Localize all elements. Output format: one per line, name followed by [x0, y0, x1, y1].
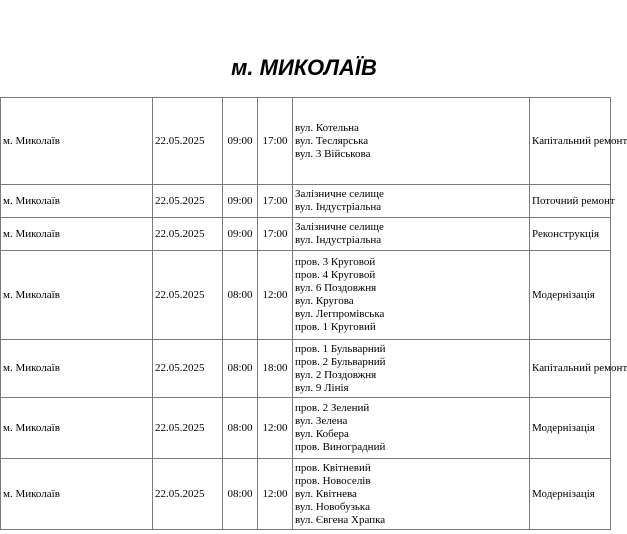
date-cell: 22.05.2025	[153, 218, 223, 251]
street-line: вул. 3 Військова	[295, 147, 371, 160]
table-row	[1, 398, 611, 459]
streets-cell	[293, 185, 530, 218]
date-cell: 22.05.2025	[153, 98, 223, 185]
city-cell: м. Миколаїв	[1, 98, 153, 185]
streets-cell	[293, 98, 530, 185]
table-row	[1, 98, 611, 185]
end-time-cell: 17:00	[258, 218, 293, 251]
end-time-cell: 17:00	[258, 185, 293, 218]
city-cell: м. Миколаїв	[1, 218, 153, 251]
start-time-cell: 09:00	[223, 218, 258, 251]
street-line: пров. 1 Бульварний	[295, 342, 386, 355]
table-row	[1, 459, 611, 530]
street-line: вул. Кобера	[295, 428, 349, 440]
street-line: вул. Котельна	[295, 121, 359, 134]
start-time-cell: 09:00	[223, 98, 258, 185]
street-line: пров. 3 Круговой	[295, 256, 376, 268]
street-line: вул. Легпромівська	[295, 308, 385, 320]
street-line: вул. Зелена	[295, 415, 348, 427]
work-type-cell: Поточний ремонт	[530, 185, 611, 218]
schedule-body	[1, 98, 627, 530]
street-line: Залізничне селище	[295, 188, 384, 200]
date-cell: 22.05.2025	[153, 251, 223, 340]
streets-cell	[293, 398, 530, 459]
start-time-cell: 09:00	[223, 185, 258, 218]
date-cell: 22.05.2025	[153, 340, 223, 398]
work-type-cell: Модернізація	[530, 459, 611, 530]
street-line: вул. 6 Поздовжня	[295, 282, 377, 294]
street-line: пров. 2 Бульварний	[295, 355, 386, 368]
streets-cell	[293, 218, 530, 251]
streets-cell	[293, 340, 530, 398]
street-line: пров. Квітневий	[295, 461, 371, 474]
end-time-cell: 17:00	[258, 98, 293, 185]
table-row	[1, 251, 611, 340]
street-line: пров. 1 Круговий	[295, 321, 376, 333]
street-line: пров. Виноградний	[295, 441, 386, 453]
street-line: вул. Євгена Храпка	[295, 513, 386, 526]
street-line: вул. Теслярська	[295, 134, 369, 147]
street-line: вул. 2 Поздовжня	[295, 368, 377, 381]
start-time-cell: 08:00	[223, 251, 258, 340]
street-line: пров. 2 Зелений	[295, 402, 370, 414]
outage-schedule-table	[0, 97, 627, 530]
street-line: пров. Новоселів	[295, 474, 371, 487]
end-time-cell: 12:00	[258, 459, 293, 530]
street-line: вул. Кругова	[295, 295, 354, 307]
date-cell: 22.05.2025	[153, 459, 223, 530]
city-cell: м. Миколаїв	[1, 185, 153, 218]
work-type-cell: Модернізація	[530, 251, 611, 340]
city-cell: м. Миколаїв	[1, 459, 153, 530]
date-cell: 22.05.2025	[153, 398, 223, 459]
streets-cell	[293, 251, 530, 340]
start-time-cell: 08:00	[223, 459, 258, 530]
work-type-cell: Модернізація	[530, 398, 611, 459]
work-type-cell: Капітальний ремонт	[530, 340, 611, 398]
work-type-cell: Реконструкція	[530, 218, 611, 251]
street-line: Залізничне селище	[295, 221, 384, 233]
end-time-cell: 12:00	[258, 251, 293, 340]
street-line: вул. 9 Лінія	[295, 381, 349, 394]
street-line: вул. Новобузька	[295, 500, 370, 513]
streets-cell	[293, 459, 530, 530]
city-cell: м. Миколаїв	[1, 340, 153, 398]
start-time-cell: 08:00	[223, 340, 258, 398]
start-time-cell: 08:00	[223, 398, 258, 459]
street-line: вул. Квітнева	[295, 487, 357, 500]
city-cell: м. Миколаїв	[1, 251, 153, 340]
city-cell: м. Миколаїв	[1, 398, 153, 459]
date-cell: 22.05.2025	[153, 185, 223, 218]
table-row	[1, 218, 611, 251]
table-row	[1, 185, 611, 218]
page-title: м. МИКОЛАЇВ	[231, 55, 377, 80]
street-line: пров. 4 Круговой	[295, 269, 376, 281]
street-line: вул. Індустріальна	[295, 234, 382, 246]
work-type-cell: Капітальний ремонт	[530, 98, 611, 185]
street-line: вул. Індустріальна	[295, 201, 382, 213]
table-row	[1, 340, 611, 398]
end-time-cell: 12:00	[258, 398, 293, 459]
end-time-cell: 18:00	[258, 340, 293, 398]
